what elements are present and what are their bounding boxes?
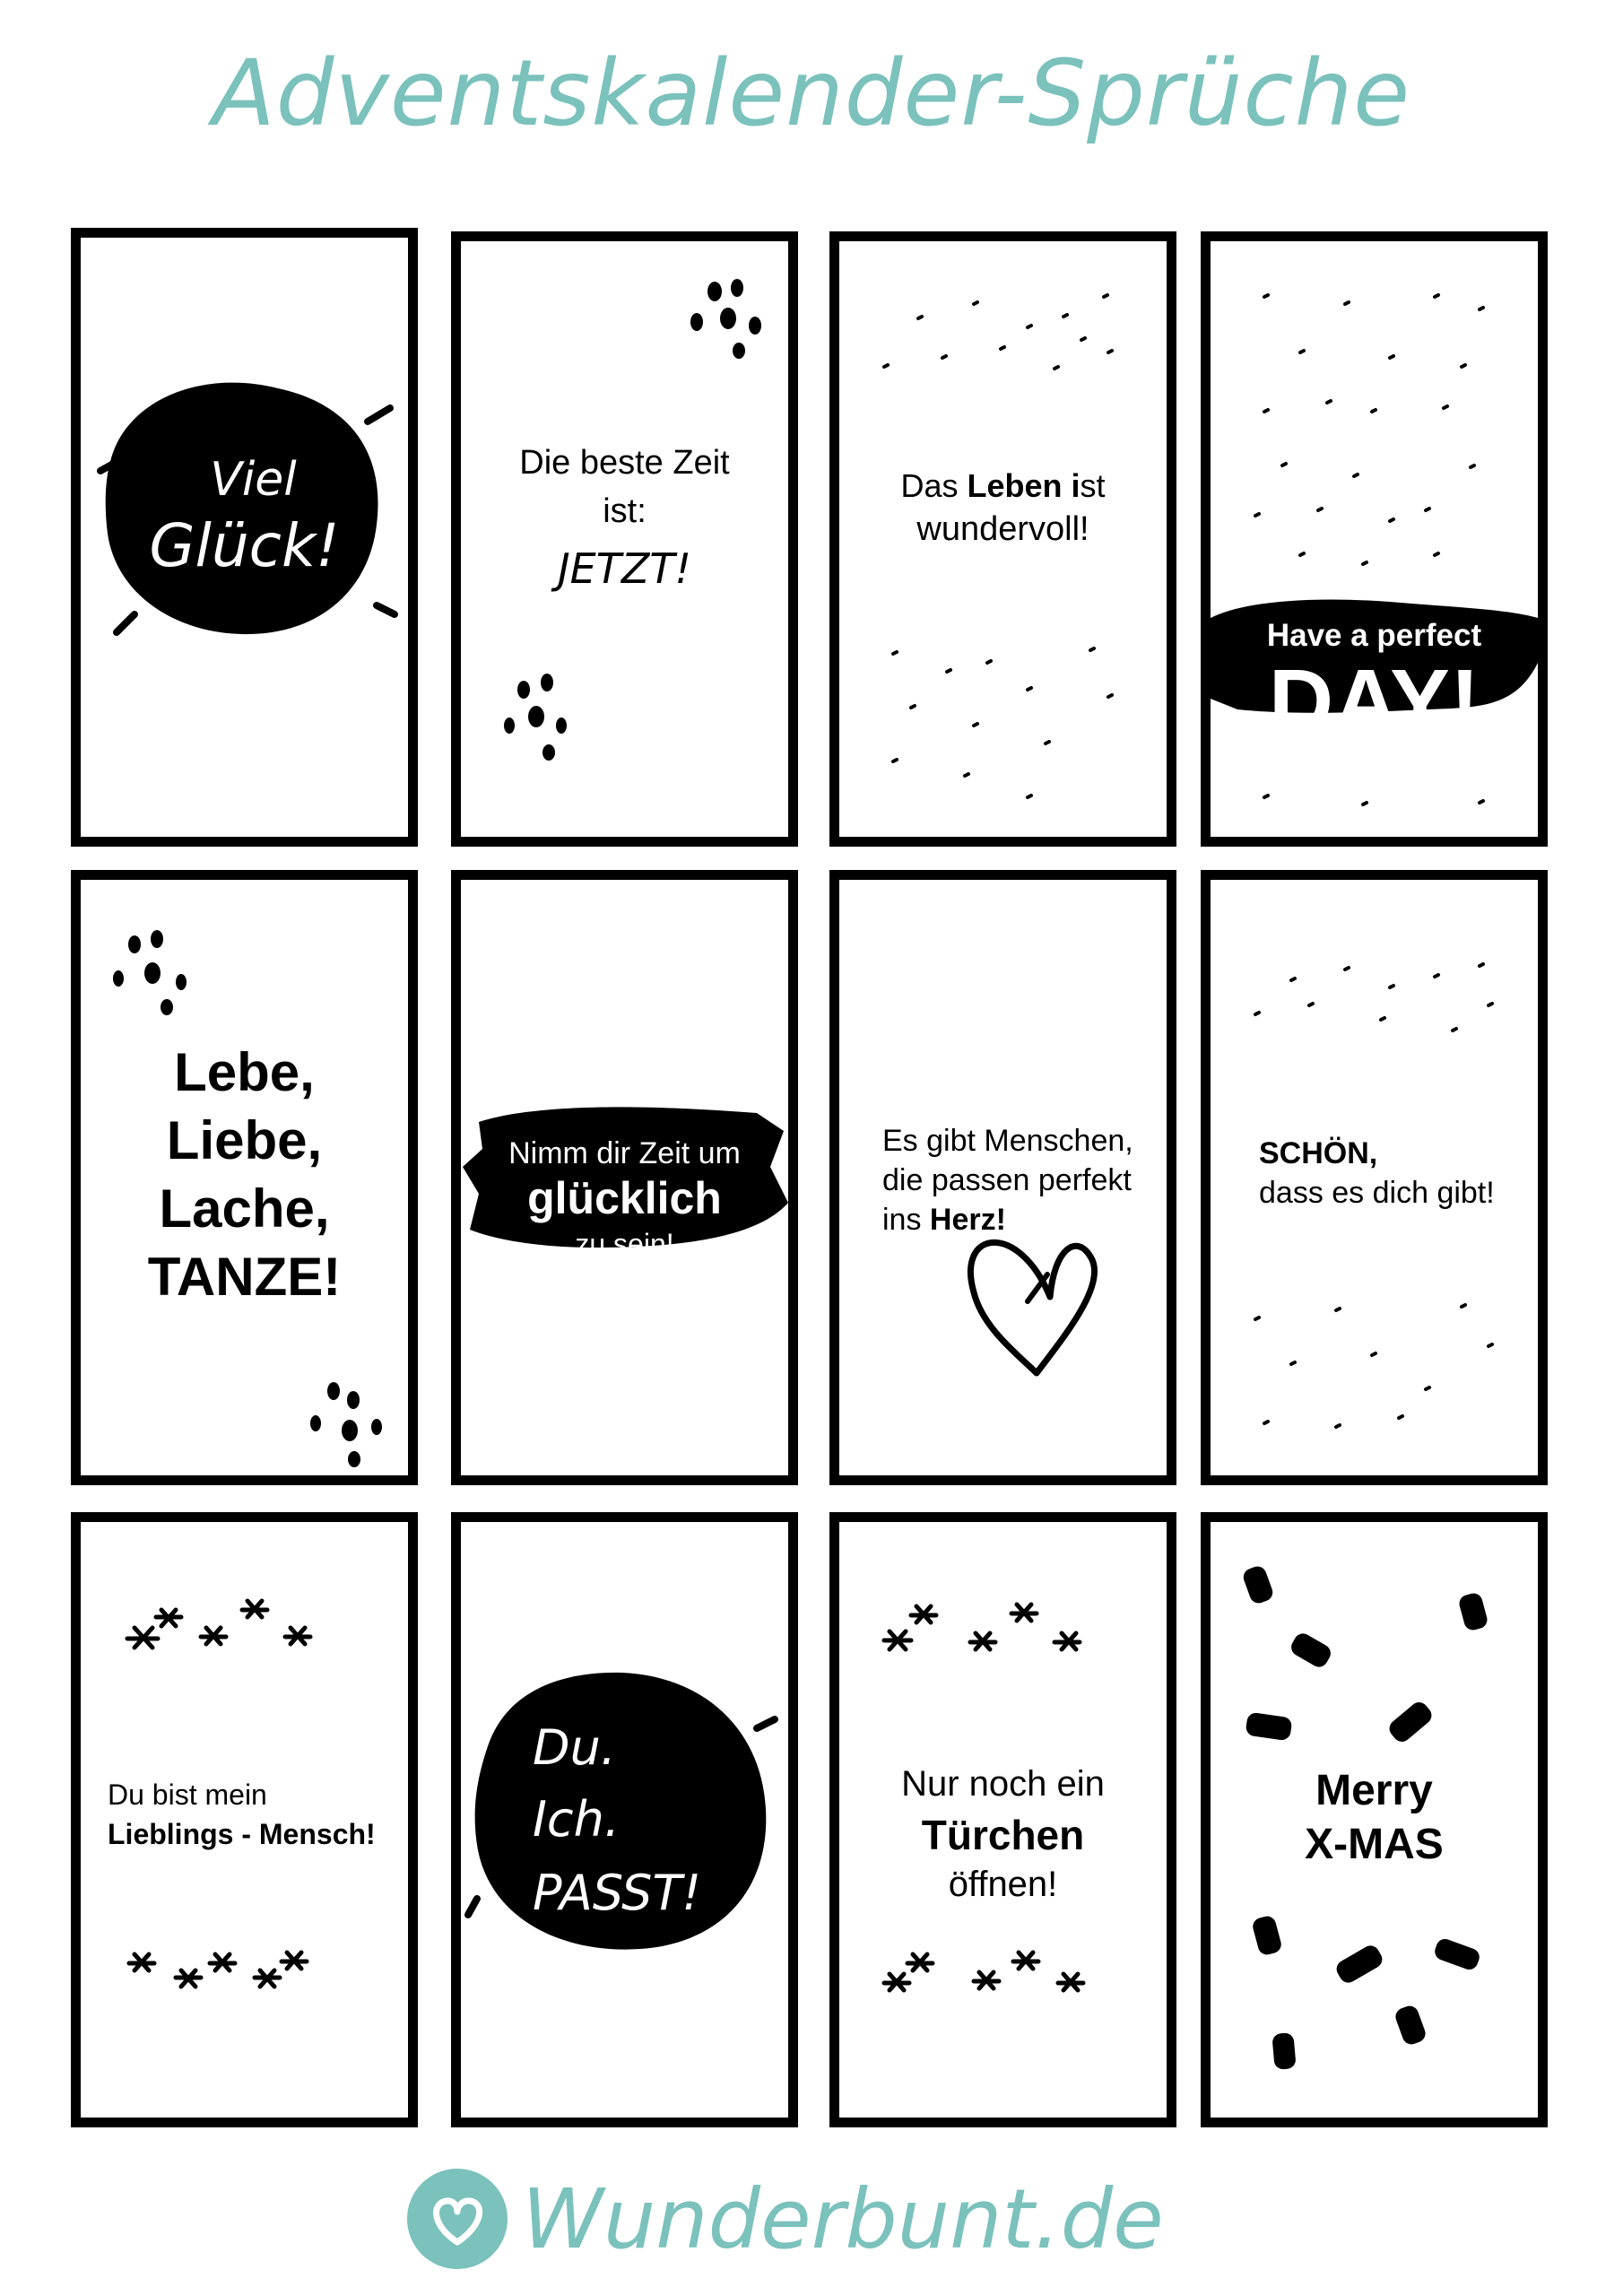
card-text-line-2: Ich.	[533, 1791, 621, 1848]
card-text-small: Have a perfect	[1266, 618, 1482, 653]
brush-blob	[461, 1522, 788, 2118]
text-bold-part: Herz!	[929, 1203, 1006, 1237]
card-text-big: DAY!	[1268, 651, 1480, 752]
card-merry-xmas	[1201, 1512, 1548, 2127]
card-tuerchen	[829, 1512, 1176, 2127]
card-text-line-2: Lieblings - Mensch!	[108, 1818, 376, 1850]
card-viel-glueck	[71, 228, 418, 847]
card-text-line-1: Nimm dir Zeit um	[508, 1136, 741, 1170]
card-text-line-1: Du bist mein	[108, 1779, 267, 1811]
card-nimm-dir-zeit	[451, 870, 798, 1485]
card-text-line-2: Glück!	[149, 511, 340, 580]
card-text-line-2: dass es dich gibt!	[1259, 1176, 1495, 1210]
text-part: st	[1080, 467, 1106, 504]
card-text-line-2: Liebe,	[166, 1110, 323, 1170]
card-text-line-1: Die beste Zeit	[519, 444, 730, 482]
card-text-line-3: JETZT!	[558, 544, 691, 593]
card-text-line-1: SCHÖN,	[1259, 1136, 1378, 1170]
card-du-ich-passt	[451, 1512, 798, 2127]
card-text-line-1: Lebe,	[174, 1042, 315, 1102]
card-beste-zeit	[451, 231, 798, 847]
card-leben-wundervoll	[829, 231, 1176, 847]
text-bold-part: Leben i	[967, 467, 1081, 504]
card-text-line-3: PASST!	[533, 1865, 702, 1921]
card-text-line-3: zu sein!	[575, 1228, 674, 1260]
card-text-line-1: Du.	[533, 1719, 616, 1776]
card-text-line-1: Viel	[210, 453, 297, 507]
footer-brand	[404, 2161, 1228, 2278]
card-text-line-1: Es gibt Menschen,	[882, 1124, 1133, 1158]
card-perfect-day	[1201, 231, 1548, 847]
card-text-line-1	[839, 467, 1167, 505]
card-text-line-2: glücklich	[527, 1173, 722, 1223]
card-text-line-3: Lache,	[159, 1178, 330, 1239]
heart-logo-icon	[404, 2165, 511, 2273]
card-text-line-4: TANZE!	[147, 1247, 342, 1307]
page-title: Adventskalender-Sprüche	[213, 40, 1410, 147]
dots-decoration	[461, 241, 788, 837]
card-text-line-2: Türchen	[921, 1812, 1085, 1858]
card-menschen-herz	[829, 870, 1176, 1485]
site-name: Wunderbunt.de	[522, 2171, 1164, 2267]
card-lieblings-mensch	[71, 1512, 418, 2127]
card-text-line-3	[882, 1203, 1006, 1238]
card-text-line-1: Nur noch ein	[901, 1764, 1105, 1804]
card-text-line-2: wundervoll!	[916, 510, 1089, 548]
card-text-line-1: Merry	[1315, 1767, 1433, 1814]
card-schoen	[1201, 870, 1548, 1485]
text-part: Das	[900, 467, 968, 504]
card-lebe-liebe	[71, 870, 418, 1485]
card-text-line-2: X-MAS	[1305, 1821, 1444, 1868]
card-text-line-2: die passen perfekt	[882, 1163, 1132, 1197]
text-part: ins	[882, 1203, 930, 1237]
card-text-line-2: ist:	[603, 492, 647, 530]
card-text-line-3: öffnen!	[948, 1865, 1058, 1904]
